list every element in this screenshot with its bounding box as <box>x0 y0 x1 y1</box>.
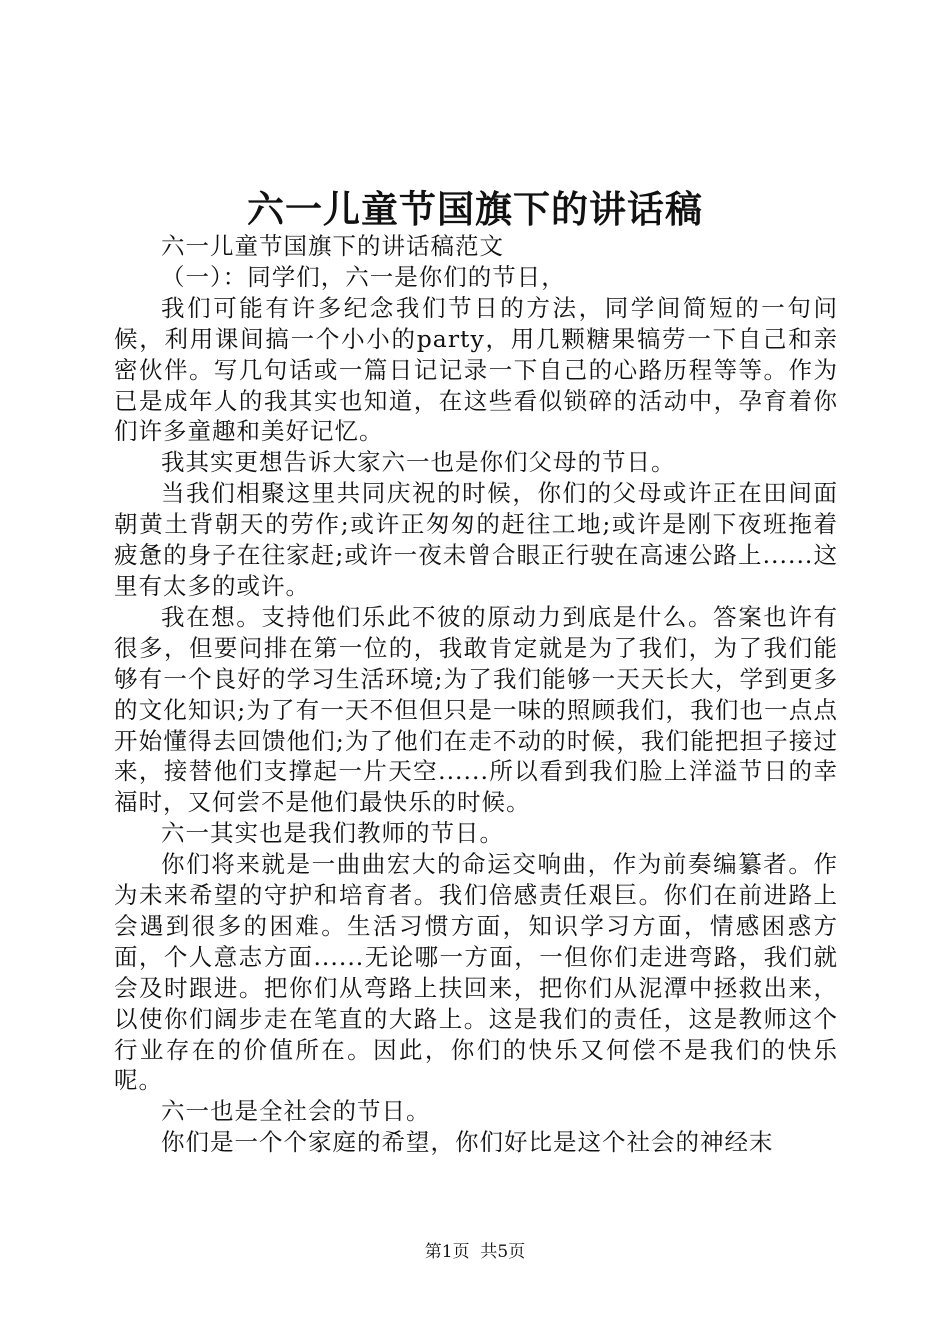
paragraph-parents-working: 当我们相聚这里共同庆祝的时候，你们的父母或许正在田间面朝黄土背朝天的劳作;或许正匆匆的赶往工地;或许是刚下夜班拖着疲惫的身子在往家赶;或许一夜未曾合眼正行驶在高速公路上......这里有太多的或许。 <box>114 479 838 600</box>
page-number: 第1页 <box>424 1242 470 1262</box>
paragraph-subtitle: 六一儿童节国旗下的讲话稿范文 <box>161 232 504 260</box>
paragraph-motivation: 我在想。支持他们乐此不彼的原动力到底是什么。答案也许有很多，但要问排在第一位的，我敢肯定就是为了我们，为了我们能够有一个良好的学习生活环境;为了我们能够一天天长大，学到更多的文化知识;为了有一天不但但只是一味的照顾我们，我们也一点点开始懂得去回馈他们;为了他们在走不动的时候，我们能把担子接过来，接替他们支撑起一片天空......所以看到我们脸上洋溢节日的幸福时，又何尝不是他们最快乐的时候。 <box>114 602 838 817</box>
paragraph-parents-festival: 我其实更想告诉大家六一也是你们父母的节日。 <box>161 448 676 477</box>
page-footer <box>0 1240 950 1264</box>
document-body <box>114 231 838 1158</box>
document-title: 六一儿童节国旗下的讲话稿 <box>247 187 703 231</box>
paragraph-society-festival: 六一也是全社会的节日。 <box>161 1097 431 1126</box>
paragraph-teachers-festival: 六一其实也是我们教师的节日。 <box>161 819 504 848</box>
page-total: 共5页 <box>480 1242 526 1262</box>
paragraph-celebration-ways: 我们可能有许多纪念我们节日的方法，同学间简短的一句问候，利用课间搞一个小小的party，用几颗糖果犒劳一下自己和亲密伙伴。写几句话或一篇日记记录一下自己的心路历程等等。作为已是成年人的我其实也知道，在这些看似锁碎的活动中，孕育着你们许多童趣和美好记忆。 <box>114 293 838 446</box>
paragraph-teachers-role: 你们将来就是一曲曲宏大的命运交响曲，作为前奏编纂者。作为未来希望的守护和培育者。我们倍感责任艰巨。你们在前进路上会遇到很多的困难。生活习惯方面，知识学习方面，情感困惑方面，个人意志方面......无论哪一方面，一但你们走进弯路，我们就会及时跟进。把你们从弯路上扶回来，把你们从泥潭中拯救出来，以使你们阔步走在笔直的大路上。这是我们的责任，这是教师这个行业存在的价值所在。因此，你们的快乐又何偿不是我们的快乐呢。 <box>114 850 838 1095</box>
paragraph-family-hope: 你们是一个个家庭的希望，你们好比是这个社会的神经末 <box>161 1128 774 1157</box>
paragraph-greeting: （一）：同学们，六一是你们的节日， <box>161 262 566 291</box>
